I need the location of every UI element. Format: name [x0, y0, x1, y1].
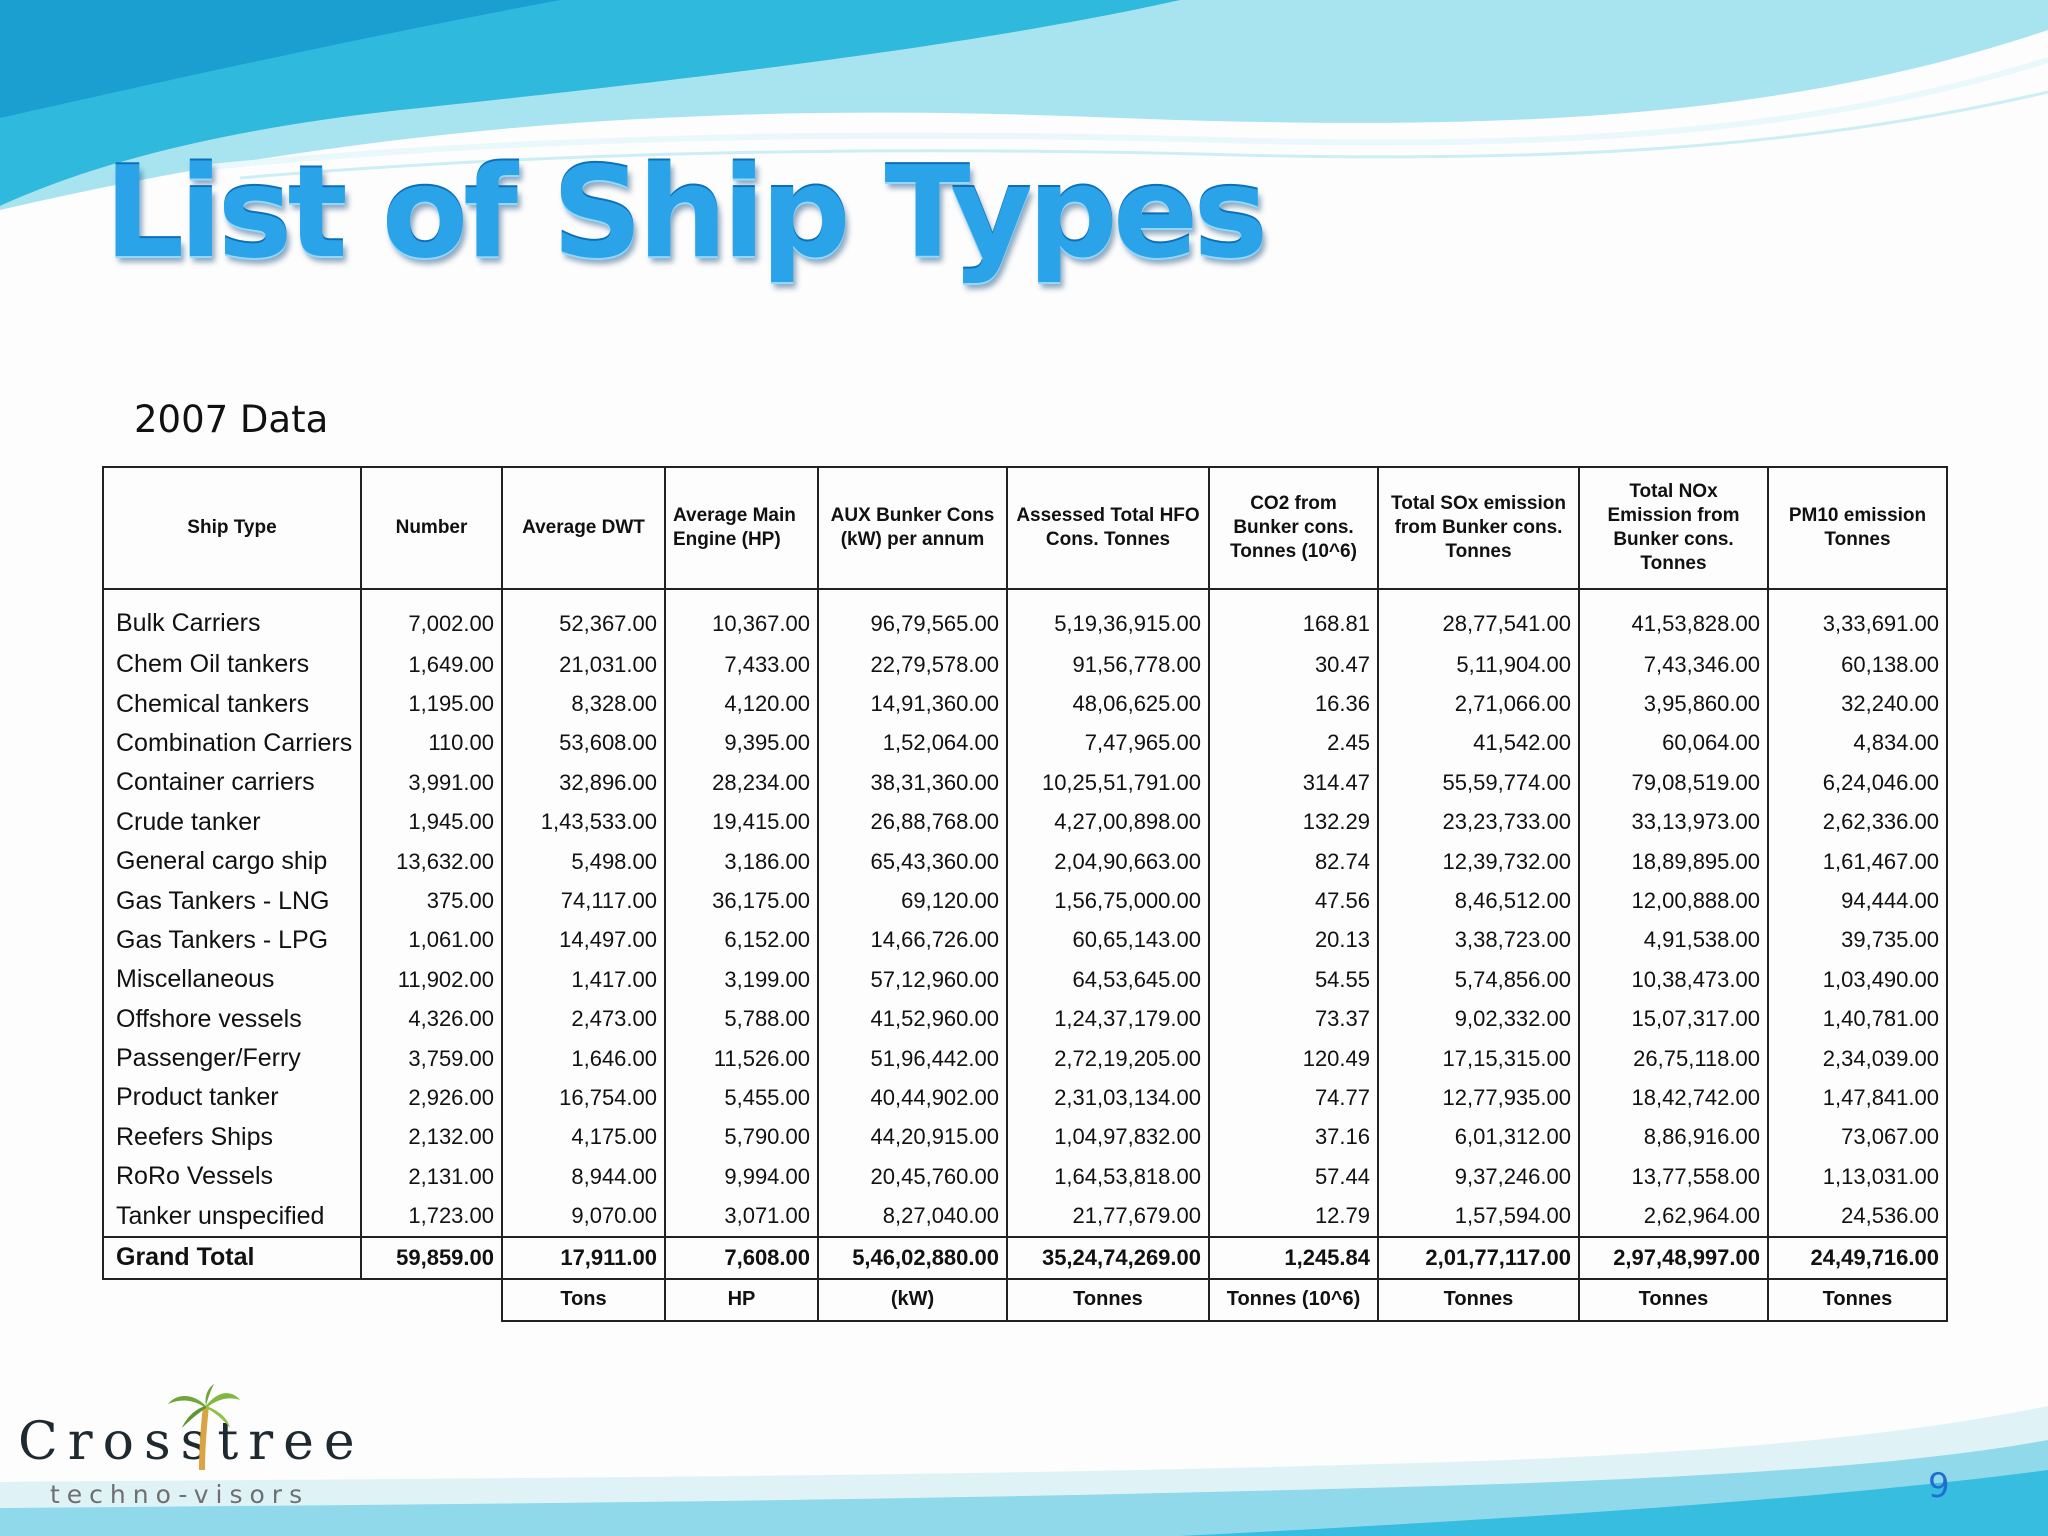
cell-average-dwt: 16,754.00 — [502, 1078, 665, 1117]
cell-average-main-engine: 4,120.00 — [665, 684, 818, 723]
cell-number: 11,902.00 — [361, 960, 502, 999]
cell-number: 1,649.00 — [361, 645, 502, 684]
page-number: 9 — [1928, 1466, 1950, 1506]
cell-total-nox: 4,91,538.00 — [1579, 921, 1768, 960]
total-average-main-engine: 7,608.00 — [665, 1237, 818, 1279]
cell-ship-type: Crude tanker — [103, 803, 361, 842]
cell-average-dwt: 1,43,533.00 — [502, 803, 665, 842]
cell-total-nox: 3,95,860.00 — [1579, 684, 1768, 723]
cell-assessed-total-hfo: 5,19,36,915.00 — [1007, 589, 1209, 645]
cell-total-sox: 23,23,733.00 — [1378, 803, 1579, 842]
table-row — [103, 684, 1947, 723]
cell-aux-bunker-cons: 14,66,726.00 — [818, 921, 1007, 960]
col-header-average-main-engine: Average Main Engine (HP) — [665, 467, 818, 589]
cell-aux-bunker-cons: 14,91,360.00 — [818, 684, 1007, 723]
cell-aux-bunker-cons: 69,120.00 — [818, 881, 1007, 920]
cell-assessed-total-hfo: 1,04,97,832.00 — [1007, 1118, 1209, 1157]
unit-average-main-engine: HP — [665, 1279, 818, 1321]
cell-total-sox: 8,46,512.00 — [1378, 881, 1579, 920]
cell-pm10: 3,33,691.00 — [1768, 589, 1947, 645]
cell-co2: 12.79 — [1209, 1196, 1378, 1236]
cell-co2: 16.36 — [1209, 684, 1378, 723]
cell-total-sox: 9,02,332.00 — [1378, 1000, 1579, 1039]
cell-ship-type: Offshore vessels — [103, 1000, 361, 1039]
cell-number: 3,759.00 — [361, 1039, 502, 1078]
cell-ship-type: Miscellaneous — [103, 960, 361, 999]
col-header-average-dwt: Average DWT — [502, 467, 665, 589]
cell-total-nox: 10,38,473.00 — [1579, 960, 1768, 999]
cell-ship-type: Container carriers — [103, 763, 361, 802]
cell-aux-bunker-cons: 65,43,360.00 — [818, 842, 1007, 881]
total-ship-type: Grand Total — [103, 1237, 361, 1279]
cell-ship-type: Gas Tankers - LNG — [103, 881, 361, 920]
cell-assessed-total-hfo: 2,04,90,663.00 — [1007, 842, 1209, 881]
units-row — [103, 1279, 1947, 1321]
cell-pm10: 6,24,046.00 — [1768, 763, 1947, 802]
cell-assessed-total-hfo: 48,06,625.00 — [1007, 684, 1209, 723]
cell-co2: 314.47 — [1209, 763, 1378, 802]
cell-assessed-total-hfo: 10,25,51,791.00 — [1007, 763, 1209, 802]
cell-average-main-engine: 28,234.00 — [665, 763, 818, 802]
total-assessed-total-hfo: 35,24,74,269.00 — [1007, 1237, 1209, 1279]
cell-average-dwt: 4,175.00 — [502, 1118, 665, 1157]
ship-types-table-container — [102, 466, 1948, 1322]
cell-ship-type: General cargo ship — [103, 842, 361, 881]
units-spacer — [103, 1279, 502, 1321]
cell-total-nox: 18,42,742.00 — [1579, 1078, 1768, 1117]
cell-total-sox: 5,74,856.00 — [1378, 960, 1579, 999]
cell-aux-bunker-cons: 57,12,960.00 — [818, 960, 1007, 999]
cell-number: 3,991.00 — [361, 763, 502, 802]
total-average-dwt: 17,911.00 — [502, 1237, 665, 1279]
cell-number: 13,632.00 — [361, 842, 502, 881]
total-pm10: 24,49,716.00 — [1768, 1237, 1947, 1279]
total-number: 59,859.00 — [361, 1237, 502, 1279]
cell-number: 1,945.00 — [361, 803, 502, 842]
cell-ship-type: Tanker unspecified — [103, 1196, 361, 1236]
cell-total-sox: 1,57,594.00 — [1378, 1196, 1579, 1236]
cell-average-dwt: 21,031.00 — [502, 645, 665, 684]
unit-average-dwt: Tons — [502, 1279, 665, 1321]
grand-total-row — [103, 1237, 1947, 1279]
cell-number: 1,195.00 — [361, 684, 502, 723]
cell-aux-bunker-cons: 51,96,442.00 — [818, 1039, 1007, 1078]
unit-total-nox: Tonnes — [1579, 1279, 1768, 1321]
cell-total-nox: 2,62,964.00 — [1579, 1196, 1768, 1236]
total-total-nox: 2,97,48,997.00 — [1579, 1237, 1768, 1279]
col-header-aux-bunker-cons: AUX Bunker Cons (kW) per annum — [818, 467, 1007, 589]
cell-average-dwt: 14,497.00 — [502, 921, 665, 960]
col-header-total-sox: Total SOx emission from Bunker cons. Tonnes — [1378, 467, 1579, 589]
cell-co2: 20.13 — [1209, 921, 1378, 960]
cell-pm10: 32,240.00 — [1768, 684, 1947, 723]
cell-assessed-total-hfo: 4,27,00,898.00 — [1007, 803, 1209, 842]
cell-average-main-engine: 9,395.00 — [665, 724, 818, 763]
cell-number: 1,723.00 — [361, 1196, 502, 1236]
cell-pm10: 1,61,467.00 — [1768, 842, 1947, 881]
cell-ship-type: Combination Carriers — [103, 724, 361, 763]
cell-aux-bunker-cons: 20,45,760.00 — [818, 1157, 1007, 1196]
cell-assessed-total-hfo: 91,56,778.00 — [1007, 645, 1209, 684]
table-row — [103, 1039, 1947, 1078]
table-row — [103, 645, 1947, 684]
cell-co2: 74.77 — [1209, 1078, 1378, 1117]
logo-wordmark: Crosstree — [18, 1412, 365, 1472]
cell-pm10: 1,40,781.00 — [1768, 1000, 1947, 1039]
cell-average-dwt: 8,944.00 — [502, 1157, 665, 1196]
cell-pm10: 1,13,031.00 — [1768, 1157, 1947, 1196]
cell-co2: 73.37 — [1209, 1000, 1378, 1039]
cell-co2: 54.55 — [1209, 960, 1378, 999]
cell-co2: 37.16 — [1209, 1118, 1378, 1157]
col-header-co2: CO2 from Bunker cons. Tonnes (10^6) — [1209, 467, 1378, 589]
cell-number: 375.00 — [361, 881, 502, 920]
cell-average-main-engine: 6,152.00 — [665, 921, 818, 960]
unit-co2: Tonnes (10^6) — [1209, 1279, 1378, 1321]
cell-assessed-total-hfo: 21,77,679.00 — [1007, 1196, 1209, 1236]
cell-average-main-engine: 3,071.00 — [665, 1196, 818, 1236]
cell-aux-bunker-cons: 26,88,768.00 — [818, 803, 1007, 842]
slide-title: List of Ship Types — [104, 139, 1264, 286]
cell-average-dwt: 1,646.00 — [502, 1039, 665, 1078]
cell-pm10: 2,62,336.00 — [1768, 803, 1947, 842]
cell-total-nox: 26,75,118.00 — [1579, 1039, 1768, 1078]
col-header-pm10: PM10 emission Tonnes — [1768, 467, 1947, 589]
cell-average-dwt: 74,117.00 — [502, 881, 665, 920]
table-body — [103, 589, 1947, 1321]
cell-co2: 120.49 — [1209, 1039, 1378, 1078]
cell-total-nox: 13,77,558.00 — [1579, 1157, 1768, 1196]
table-row — [103, 589, 1947, 645]
cell-assessed-total-hfo: 7,47,965.00 — [1007, 724, 1209, 763]
cell-ship-type: Reefers Ships — [103, 1118, 361, 1157]
cell-number: 110.00 — [361, 724, 502, 763]
cell-ship-type: Bulk Carriers — [103, 589, 361, 645]
cell-ship-type: Passenger/Ferry — [103, 1039, 361, 1078]
table-row — [103, 1000, 1947, 1039]
table-row — [103, 842, 1947, 881]
cell-co2: 57.44 — [1209, 1157, 1378, 1196]
cell-assessed-total-hfo: 1,24,37,179.00 — [1007, 1000, 1209, 1039]
ship-types-table — [102, 466, 1948, 1322]
table-row — [103, 1157, 1947, 1196]
cell-total-sox: 9,37,246.00 — [1378, 1157, 1579, 1196]
unit-assessed-total-hfo: Tonnes — [1007, 1279, 1209, 1321]
cell-average-main-engine: 3,199.00 — [665, 960, 818, 999]
cell-average-dwt: 32,896.00 — [502, 763, 665, 802]
cell-average-dwt: 1,417.00 — [502, 960, 665, 999]
cell-total-nox: 79,08,519.00 — [1579, 763, 1768, 802]
cell-assessed-total-hfo: 2,31,03,134.00 — [1007, 1078, 1209, 1117]
cell-total-nox: 8,86,916.00 — [1579, 1118, 1768, 1157]
cell-pm10: 60,138.00 — [1768, 645, 1947, 684]
cell-ship-type: Gas Tankers - LPG — [103, 921, 361, 960]
cell-pm10: 39,735.00 — [1768, 921, 1947, 960]
cell-ship-type: Product tanker — [103, 1078, 361, 1117]
cell-aux-bunker-cons: 44,20,915.00 — [818, 1118, 1007, 1157]
cell-co2: 47.56 — [1209, 881, 1378, 920]
cell-aux-bunker-cons: 1,52,064.00 — [818, 724, 1007, 763]
cell-total-sox: 55,59,774.00 — [1378, 763, 1579, 802]
cell-total-sox: 41,542.00 — [1378, 724, 1579, 763]
table-row — [103, 1196, 1947, 1236]
cell-co2: 2.45 — [1209, 724, 1378, 763]
logo-tagline: techno-visors — [50, 1480, 310, 1509]
table-row — [103, 724, 1947, 763]
cell-pm10: 73,067.00 — [1768, 1118, 1947, 1157]
table-row — [103, 1078, 1947, 1117]
cell-average-main-engine: 10,367.00 — [665, 589, 818, 645]
cell-number: 2,132.00 — [361, 1118, 502, 1157]
col-header-ship-type: Ship Type — [103, 467, 361, 589]
col-header-number: Number — [361, 467, 502, 589]
cell-number: 7,002.00 — [361, 589, 502, 645]
cell-total-nox: 60,064.00 — [1579, 724, 1768, 763]
cell-pm10: 94,444.00 — [1768, 881, 1947, 920]
crosstree-logo — [18, 1412, 365, 1522]
cell-average-main-engine: 9,994.00 — [665, 1157, 818, 1196]
slide-subtitle: 2007 Data — [134, 398, 329, 441]
cell-total-sox: 12,39,732.00 — [1378, 842, 1579, 881]
cell-total-sox: 17,15,315.00 — [1378, 1039, 1579, 1078]
cell-average-dwt: 53,608.00 — [502, 724, 665, 763]
cell-number: 4,326.00 — [361, 1000, 502, 1039]
cell-co2: 30.47 — [1209, 645, 1378, 684]
cell-total-sox: 28,77,541.00 — [1378, 589, 1579, 645]
cell-number: 1,061.00 — [361, 921, 502, 960]
table-row — [103, 960, 1947, 999]
cell-average-main-engine: 11,526.00 — [665, 1039, 818, 1078]
total-aux-bunker-cons: 5,46,02,880.00 — [818, 1237, 1007, 1279]
cell-ship-type: RoRo Vessels — [103, 1157, 361, 1196]
cell-assessed-total-hfo: 1,56,75,000.00 — [1007, 881, 1209, 920]
cell-assessed-total-hfo: 2,72,19,205.00 — [1007, 1039, 1209, 1078]
cell-total-sox: 12,77,935.00 — [1378, 1078, 1579, 1117]
cell-average-main-engine: 5,790.00 — [665, 1118, 818, 1157]
cell-aux-bunker-cons: 96,79,565.00 — [818, 589, 1007, 645]
cell-ship-type: Chem Oil tankers — [103, 645, 361, 684]
cell-average-dwt: 9,070.00 — [502, 1196, 665, 1236]
unit-pm10: Tonnes — [1768, 1279, 1947, 1321]
cell-average-dwt: 52,367.00 — [502, 589, 665, 645]
cell-aux-bunker-cons: 8,27,040.00 — [818, 1196, 1007, 1236]
table-row — [103, 881, 1947, 920]
cell-pm10: 1,03,490.00 — [1768, 960, 1947, 999]
header-row — [103, 467, 1947, 589]
cell-average-dwt: 2,473.00 — [502, 1000, 665, 1039]
table-row — [103, 763, 1947, 802]
cell-average-main-engine: 5,788.00 — [665, 1000, 818, 1039]
cell-average-main-engine: 36,175.00 — [665, 881, 818, 920]
cell-total-sox: 6,01,312.00 — [1378, 1118, 1579, 1157]
cell-aux-bunker-cons: 40,44,902.00 — [818, 1078, 1007, 1117]
cell-pm10: 2,34,039.00 — [1768, 1039, 1947, 1078]
cell-co2: 168.81 — [1209, 589, 1378, 645]
cell-assessed-total-hfo: 1,64,53,818.00 — [1007, 1157, 1209, 1196]
cell-aux-bunker-cons: 22,79,578.00 — [818, 645, 1007, 684]
cell-average-main-engine: 3,186.00 — [665, 842, 818, 881]
cell-co2: 132.29 — [1209, 803, 1378, 842]
cell-average-dwt: 8,328.00 — [502, 684, 665, 723]
cell-total-nox: 15,07,317.00 — [1579, 1000, 1768, 1039]
unit-aux-bunker-cons: (kW) — [818, 1279, 1007, 1321]
cell-pm10: 4,834.00 — [1768, 724, 1947, 763]
table-row — [103, 921, 1947, 960]
table-row — [103, 803, 1947, 842]
cell-average-main-engine: 19,415.00 — [665, 803, 818, 842]
cell-aux-bunker-cons: 38,31,360.00 — [818, 763, 1007, 802]
cell-number: 2,131.00 — [361, 1157, 502, 1196]
col-header-total-nox: Total NOx Emission from Bunker cons. Tonnes — [1579, 467, 1768, 589]
total-total-sox: 2,01,77,117.00 — [1378, 1237, 1579, 1279]
cell-assessed-total-hfo: 60,65,143.00 — [1007, 921, 1209, 960]
cell-average-main-engine: 7,433.00 — [665, 645, 818, 684]
unit-total-sox: Tonnes — [1378, 1279, 1579, 1321]
cell-total-sox: 3,38,723.00 — [1378, 921, 1579, 960]
cell-total-nox: 12,00,888.00 — [1579, 881, 1768, 920]
cell-total-sox: 2,71,066.00 — [1378, 684, 1579, 723]
cell-average-dwt: 5,498.00 — [502, 842, 665, 881]
cell-number: 2,926.00 — [361, 1078, 502, 1117]
cell-pm10: 1,47,841.00 — [1768, 1078, 1947, 1117]
cell-assessed-total-hfo: 64,53,645.00 — [1007, 960, 1209, 999]
total-co2: 1,245.84 — [1209, 1237, 1378, 1279]
cell-aux-bunker-cons: 41,52,960.00 — [818, 1000, 1007, 1039]
cell-total-nox: 18,89,895.00 — [1579, 842, 1768, 881]
cell-total-nox: 33,13,973.00 — [1579, 803, 1768, 842]
cell-total-nox: 7,43,346.00 — [1579, 645, 1768, 684]
cell-total-sox: 5,11,904.00 — [1378, 645, 1579, 684]
table-row — [103, 1118, 1947, 1157]
cell-total-nox: 41,53,828.00 — [1579, 589, 1768, 645]
cell-pm10: 24,536.00 — [1768, 1196, 1947, 1236]
col-header-assessed-total-hfo: Assessed Total HFO Cons. Tonnes — [1007, 467, 1209, 589]
palm-tree-icon — [166, 1384, 242, 1474]
cell-ship-type: Chemical tankers — [103, 684, 361, 723]
cell-average-main-engine: 5,455.00 — [665, 1078, 818, 1117]
cell-co2: 82.74 — [1209, 842, 1378, 881]
